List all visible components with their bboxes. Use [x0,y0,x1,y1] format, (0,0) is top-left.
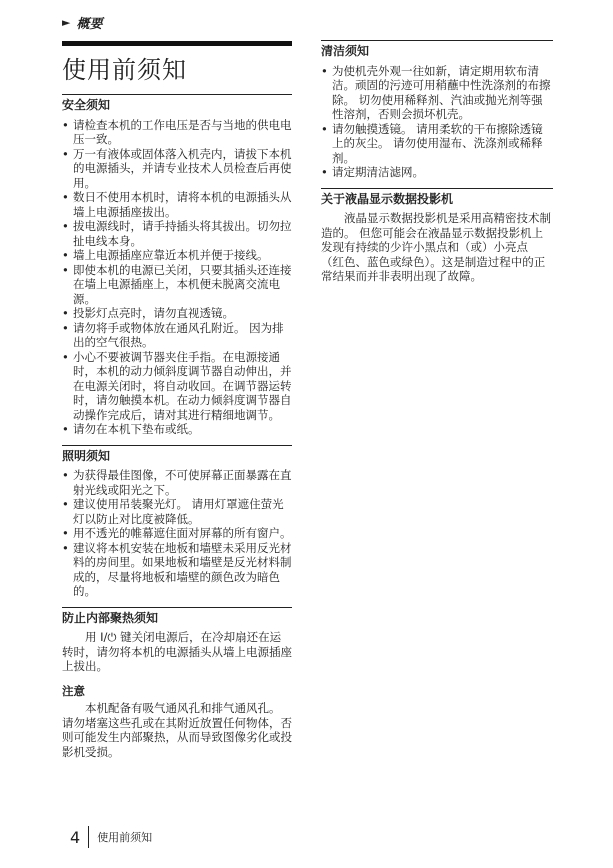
list-item: • 投影灯点亮时，请勿直视透镜。 [62,306,292,321]
title-rule [62,41,292,46]
footer-divider [88,826,89,848]
list-item: • 为使机壳外观一往如新，请定期用软布清洁。顽固的污迹可用稍蘸中性洗涤剂的布擦除。 切勿使用稀释剂、汽油或抛光剂等强性溶剂，否则会损坏机壳。 [321,64,553,122]
list-item: • 即使本机的电源已关闭，只要其插头还连接在墙上电源插座上，本机便未脱离交流电源。 [62,263,292,307]
right-column [321,40,553,284]
list-item: • 请检查本机的工作电压是否与当地的供电电压一致。 [62,118,292,147]
section-header-label: 概要 [76,17,103,32]
list-item: • 请勿触摸透镜。 请用柔软的干布擦除透镜上的灰尘。 请勿使用湿布、洗涤剂或稀释剂。 [321,122,553,166]
list-item: • 数日不使用本机时，请将本机的电源插头从墙上电源插座拔出。 [62,190,292,219]
list-item: • 墙上电源插座应靠近本机并便于接线。 [62,248,292,263]
list-item: • 建议将本机安装在地板和墙壁未采用反光材料的房间里。如果地板和墙壁是反光材料制成的，尽量将地板和墙壁的颜色改为暗色的。 [62,541,292,599]
overheat-title: 防止内部聚热须知 [62,610,159,625]
footer-label: 使用前须知 [97,831,153,844]
overheat-section [62,607,292,760]
triangle-marker-icon: ► [62,16,71,29]
lighting-section [62,445,292,599]
list-item: • 请勿在本机下垫布或纸。 [62,422,292,437]
lighting-title: 照明须知 [62,448,111,463]
list-item: • 小心不要被调节器夹住手指。在电源接通时，本机的动力倾斜度调节器自动伸出，并在电源关闭时，将自动收回。在调节器运转时，请勿触摸本机。在动力倾斜度调节器自动操作完成后，请对其进行精细地调节。 [62,350,292,423]
list-item: • 万一有液体或固体落入机壳内，请拔下本机的电源插头，并请专业技术人员检查后再使用。 [62,147,292,191]
lcd-text: 液晶显示数据投影机是采用高精密技术制造的。 但您可能会在液晶显示数据投影机上发现有持续的少许小黑点和（或）小亮点 （红色、蓝色或绿色）。这是制造过程中的正常结果而并非表明出现了故障。 [321,211,551,283]
cleaning-list [321,64,553,180]
safety-section [62,94,292,437]
list-item: • 建议使用吊装聚光灯。 请用灯罩遮住萤光灯以防止对比度被降低。 [62,497,292,526]
cleaning-title: 清洁须知 [321,44,370,58]
note-title: 注意 [62,683,85,698]
page-number: 4 [70,827,81,847]
list-item: • 请勿将手或物体放在通风孔附近。 因为排出的空气很热。 [62,321,292,350]
overheat-text: 用 I/⏻ 键关闭电源后，在冷却扇还在运转时，请勿将本机的电源插头从墙上电源插座上拔出。 [62,630,292,673]
page-title: 使用前须知 [62,56,187,84]
list-item: • 拔电源线时，请手持插头将其拔出。切勿拉扯电线本身。 [62,219,292,248]
left-column [62,94,292,759]
section-header [62,13,102,32]
list-item: • 用不透光的帷幕遮住面对屏幕的所有窗户。 [62,526,292,541]
safety-list [62,118,292,437]
cleaning-section [321,40,553,180]
list-item: • 请定期清洁滤网。 [321,165,553,180]
safety-title: 安全须知 [62,98,111,112]
page-footer [70,826,152,848]
lighting-list [62,468,292,599]
list-item: • 为获得最佳图像，不可使屏幕正面暴露在直射光线或阳光之下。 [62,468,292,497]
lcd-section [321,188,553,284]
lcd-title: 关于液晶显示数据投影机 [321,191,454,206]
note-text: 本机配备有吸气通风孔和排气通风孔。 请勿堵塞这些孔或在其附近放置任何物体，否则可能发生内部聚热，从而导致图像劣化或投影机受损。 [62,701,292,759]
